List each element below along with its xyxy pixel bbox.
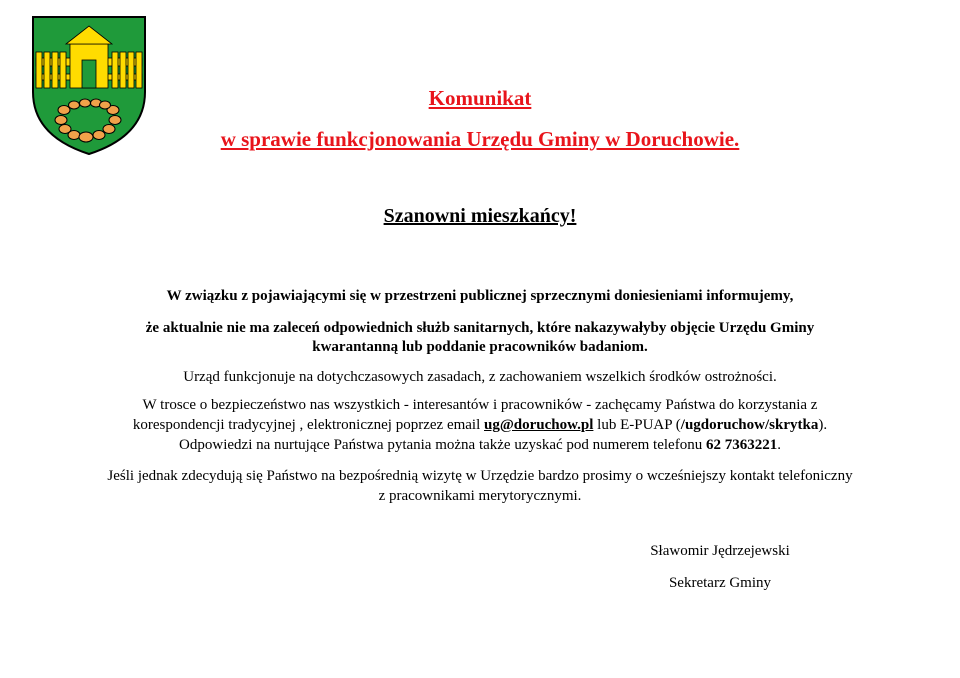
body-paragraph-4-line-2: z pracownikami merytorycznymi. [378,488,582,504]
body-paragraph-3-line-2 [0,415,960,435]
paragraph-text: Odpowiedzi na nurtujące Państwa pytania można także uzyskać pod numerem telefonu [179,437,706,453]
body-bold-line-2: że aktualnie nie ma zaleceń odpowiednich służb sanitarnych, które nakazywałyby objęcie Urzędu Gminy [145,320,815,336]
signature-role: Sekretarz Gminy [668,575,772,591]
greeting: Szanowni mieszkańcy! [383,205,577,227]
paragraph-text: . [777,437,781,453]
title-line-1: Komunikat [428,86,532,110]
paragraph-text: ). [818,417,828,433]
body-paragraph-3-line-1: W trosce o bezpieczeństwo nas wszystkich - interesantów i pracowników - zachęcamy Państwa do korzystania z [142,397,818,413]
body-paragraph-2: Urząd funkcjonuje na dotychczasowych zasadach, z zachowaniem wszelkich środków ostrożności. [183,369,777,385]
body-bold-line-3: kwarantanną lub poddanie pracowników badaniom. [312,339,648,355]
phone-number: 62 7363221 [705,437,778,453]
signature-name: Sławomir Jędrzejewski [650,543,790,559]
body-bold-line-1: W związku z pojawiającymi się w przestrzeni publicznej sprzecznymi doniesieniami informujemy, [166,288,794,304]
email-link[interactable]: ug@doruchow.pl [484,417,594,433]
body-paragraph-3-line-3 [0,435,960,455]
title-line-2: w sprawie funkcjonowania Urzędu Gminy w Doruchowie. [220,127,740,151]
paragraph-text: korespondencji tradycyjnej , elektronicznej poprzez email [132,417,485,433]
paragraph-text: lub E-PUAP ( [593,417,681,433]
epuap-address: /ugdoruchow/skrytka [680,417,819,433]
body-paragraph-4-line-1: Jeśli jednak zdecydują się Państwo na bezpośrednią wizytę w Urzędzie bardzo prosimy o wcześniejszy kontakt telefoniczny [107,468,853,484]
